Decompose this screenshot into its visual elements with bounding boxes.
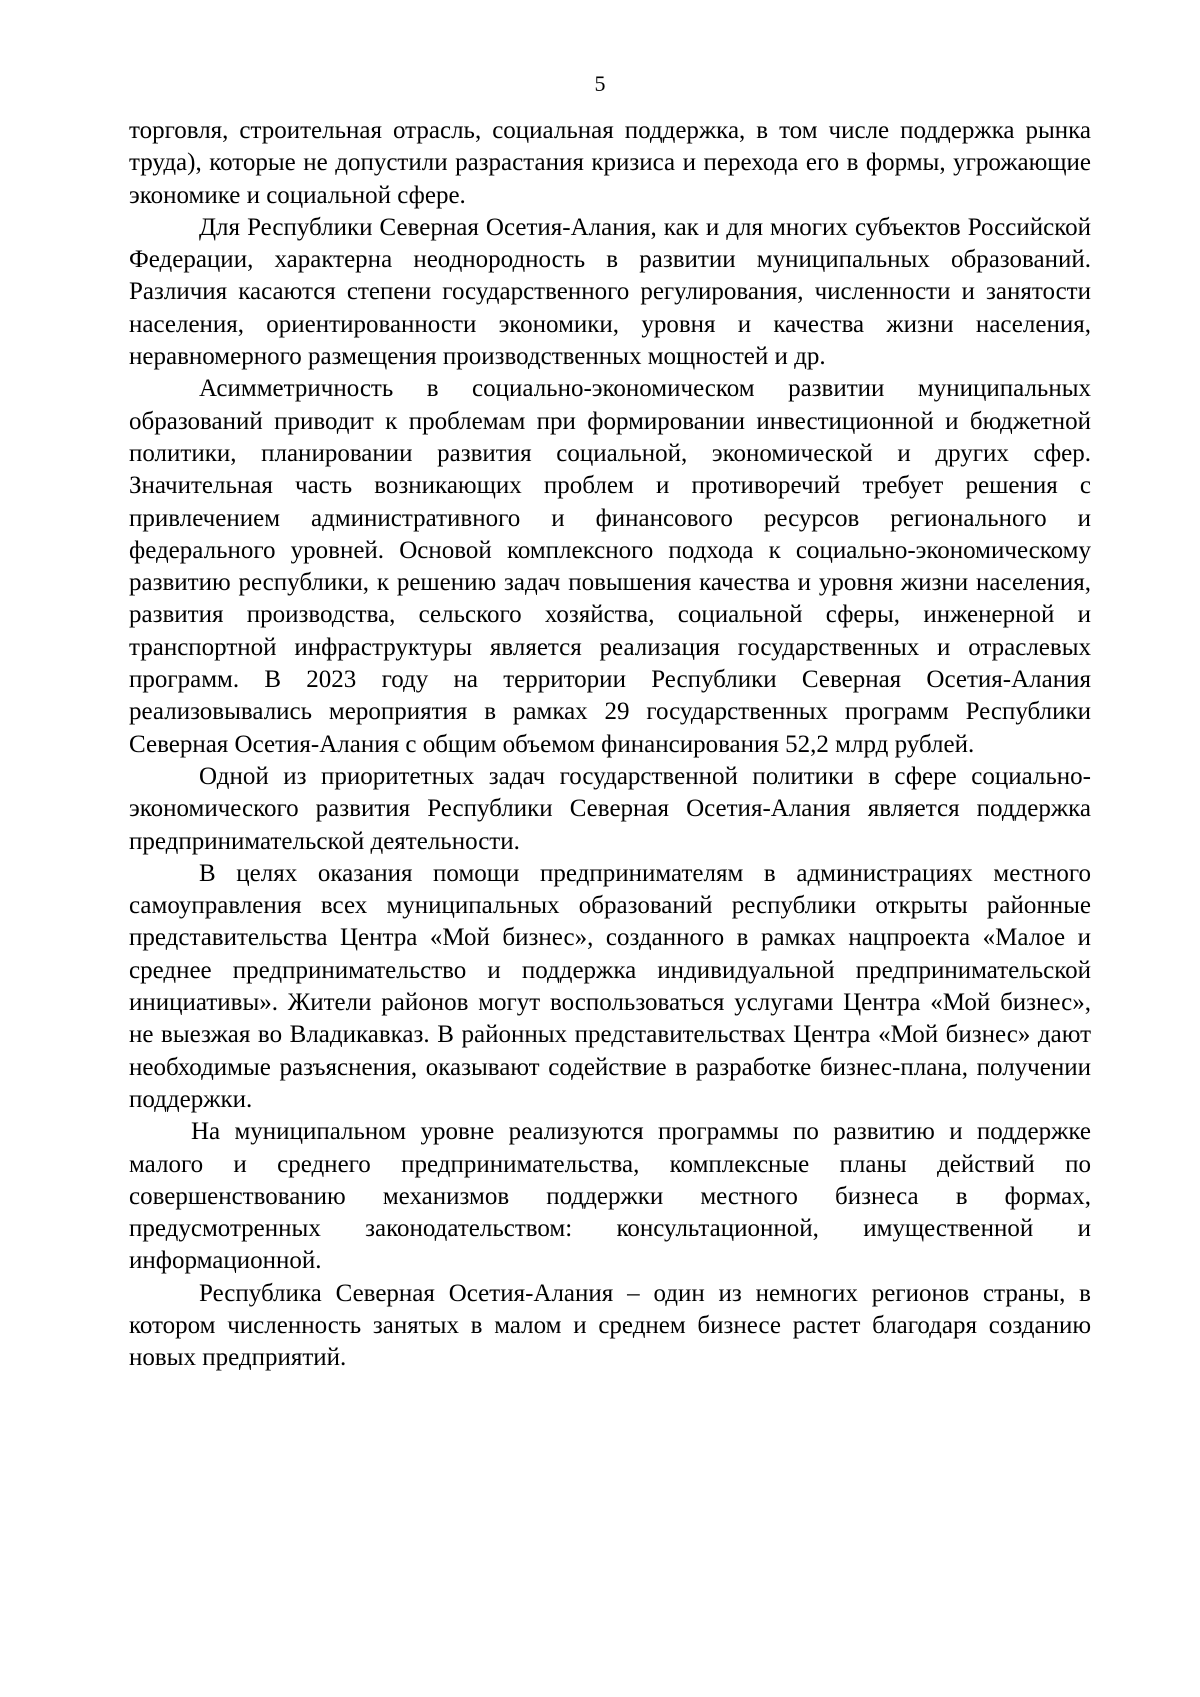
paragraph-priority-tasks: Одной из приоритетных задач государственной политики в сфере социально-экономического развития Республики Северная Осетия-Алания является поддержка предпринимательской деятельности.	[129, 762, 1091, 855]
paragraph-employment-growth: Республика Северная Осетия-Алания – один из немногих регионов страны, в котором численность занятых в малом и среднем бизнесе растет благодаря созданию новых предприятий.	[129, 1279, 1091, 1372]
paragraph-asymmetry: Асимметричность в социально-экономическом развитии муниципальных образований приводит к проблемам при формировании инвестиционной и бюджетной политики, планировании развития социальной, экономической и других сфер. Значительная часть возникающих проблем и противоречий требует решения с привлечением административного и финансового ресурсов регионального и федерального уровней. Основой комплексного подхода к социально-экономическому развитию республики, к решению задач повышения качества и уровня жизни населения, развития производства, сельского хозяйства, социальной сферы, инженерной и транспортной инфраструктуры является реализация государственных и отраслевых программ. В 2023 году на территории Республики Северная Осетия-Алания реализовывались мероприятия в рамках 29 государственных программ Республики Северная Осетия-Алания с общим объемом финансирования 52,2 млрд рублей.	[129, 375, 1091, 758]
paragraph-heterogeneity: Для Республики Северная Осетия-Алания, как и для многих субъектов Российской Федерации, характерна неоднородность в развитии муниципальных образований. Различия касаются степени государственного регулирования, численности и занятости населения, ориентированности экономики, уровня и качества жизни населения, неравномерного размещения производственных мощностей и др.	[129, 213, 1091, 371]
paragraph-continuation: торговля, строительная отрасль, социальная поддержка, в том числе поддержка рынка труда), которые не допустили разрастания кризиса и перехода его в формы, угрожающие экономике и социальной сфере.	[129, 117, 1091, 209]
document-body	[129, 115, 1091, 1375]
paragraph-business-centers: В целях оказания помощи предпринимателям в администрациях местного самоуправления всех муниципальных образований республики открыты районные представительства Центра «Мой бизнес», созданного в рамках нацпроекта «Малое и среднее предпринимательство и поддержка индивидуальной предпринимательской инициативы». Жители районов могут воспользоваться услугами Центра «Мой бизнес», не выезжая во Владикавказ. В районных представительствах Центра «Мой бизнес» дают необходимые разъяснения, оказывают содействие в разработке бизнес-плана, получении поддержки.	[129, 859, 1091, 1113]
page-number: 5	[594, 71, 606, 96]
paragraph-municipal-programs: На муниципальном уровне реализуются программы по развитию и поддержке малого и среднего предпринимательства, комплексные планы действий по совершенствованию механизмов поддержки местного бизнеса в формах, предусмотренных законодательством: консультационной, имущественной и информационной.	[129, 1118, 1091, 1275]
